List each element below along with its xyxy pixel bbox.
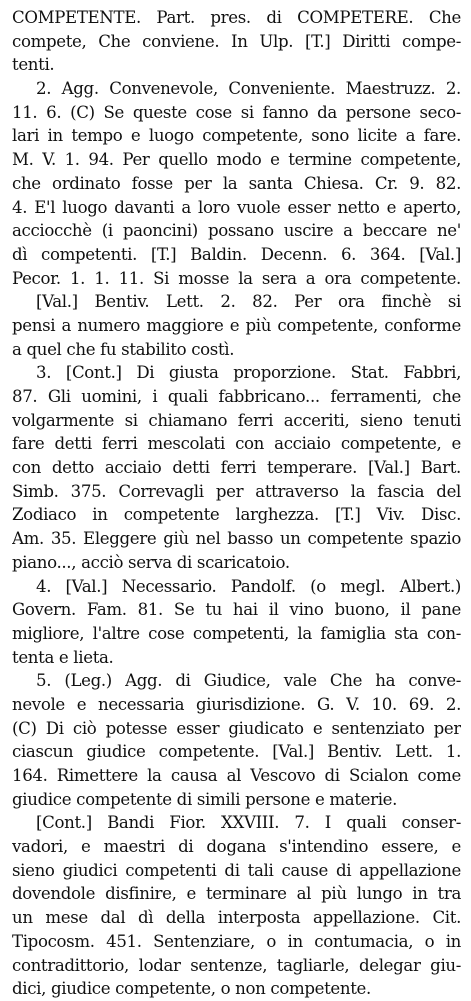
entry-line: contradittorio, lodar sentenze, tagliarle, delegar giu- xyxy=(12,955,461,975)
entry-line: 3. [Cont.] Di giusta proporzione. Stat. Fabbri, xyxy=(36,363,461,383)
entry-line: Govern. Fam. 81. Se tu hai il vino buono, il pane xyxy=(12,600,461,620)
entry-line: acciocchè (i paoncini) possano uscire a beccare ne' xyxy=(12,221,461,241)
entry-line: [Cont.] Bandi Fior. XXVIII. 7. I quali conser- xyxy=(36,813,461,833)
entry-line: Pecor. 1. 1. 11. Si mosse la sera a ora competente. xyxy=(12,268,461,288)
entry-line: [Val.] Bentiv. Lett. 2. 82. Per ora finchè si xyxy=(36,292,461,312)
entry-line: 87. Gli uomini, i quali fabbricano... ferramenti, che xyxy=(12,387,461,406)
entry-line: lari in tempo e luogo competente, sono licite a fare. xyxy=(12,126,461,146)
entry-line: compete, Che conviene. In Ulp. [T.] Diritti compe- xyxy=(12,31,461,51)
entry-line: 5. (Leg.) Agg. di Giudice, vale Che ha conve- xyxy=(36,671,461,691)
entry-line: migliore, l'altre cose competenti, la famiglia sta con- xyxy=(12,623,461,643)
entry-line: dovendole disfinire, e terminare al più lungo in tra xyxy=(12,884,461,904)
entry-line: sieno giudici competenti di tali cause di appellazione xyxy=(12,860,461,880)
entry-line: che ordinato fosse per la santa Chiesa. Cr. 9. 82. xyxy=(12,173,461,193)
entry-line: tenti. xyxy=(12,55,55,75)
entry-line: pensi a numero maggiore e più competente, conforme xyxy=(12,315,461,335)
entry-line: Am. 35. Eleggere giù nel basso un competente spazio xyxy=(12,529,461,549)
entry-line: 4. [Val.] Necessario. Pandolf. (o megl. Albert.) xyxy=(36,576,461,596)
entry-line: ciascun giudice competente. [Val.] Bentiv. Lett. 1. xyxy=(12,742,461,762)
entry-line: 2. Agg. Convenevole, Conveniente. Maestruzz. 2. xyxy=(36,79,461,99)
entry-line: 164. Rimettere la causa al Vescovo di Scialon come xyxy=(12,766,461,785)
entry-line: 11. 6. (C) Se queste cose si fanno da persone seco- xyxy=(12,102,461,122)
entry-line: un mese dal dì della interposta appellazione. Cit. xyxy=(12,908,461,928)
entry-line: piano..., acciò serva di scaricatoio. xyxy=(12,552,290,572)
entry-line: a quel che fu stabilito costì. xyxy=(12,339,235,359)
entry-line: fare detti ferri mescolati con acciaio competente, e xyxy=(12,434,461,454)
entry-line: (C) Di ciò potesse esser giudicato e sentenziato per xyxy=(12,718,461,738)
entry-line: tenta e lieta. xyxy=(12,647,114,667)
entry-line: con detto acciaio detti ferri temperare. [Val.] Bart. xyxy=(12,458,461,478)
entry-line: vadori, e maestri di dogana s'intendino essere, e xyxy=(12,837,461,857)
entry-line: Zodiaco in competente larghezza. [T.] Viv. Disc. xyxy=(12,505,461,525)
entry-line: giudice competente di simili persone e materie. xyxy=(12,789,398,809)
entry-line: dici, giudice competente, o non competente. xyxy=(12,979,371,999)
entry-line: M. V. 1. 94. Per quello modo e termine competente, xyxy=(12,150,461,170)
entry-line: dì competenti. [T.] Baldin. Decenn. 6. 364. [Val.] xyxy=(12,244,461,264)
entry-line: Simb. 375. Correvagli per attraverso la fascia del xyxy=(12,481,461,501)
dictionary-entry-competente xyxy=(12,6,461,1001)
entry-line: Tipocosm. 451. Sentenziare, o in contumacia, o in xyxy=(12,931,461,951)
entry-line: 4. E'l luogo davanti a loro vuole esser netto e aperto, xyxy=(12,197,461,217)
entry-line: nevole e necessaria giurisdizione. G. V. 10. 69. 2. xyxy=(12,694,461,714)
entry-line: COMPETENTE. Part. pres. di COMPETERE. Che xyxy=(12,8,461,27)
entry-line: volgarmente si chiamano ferri acceriti, sieno tenuti xyxy=(12,410,461,430)
